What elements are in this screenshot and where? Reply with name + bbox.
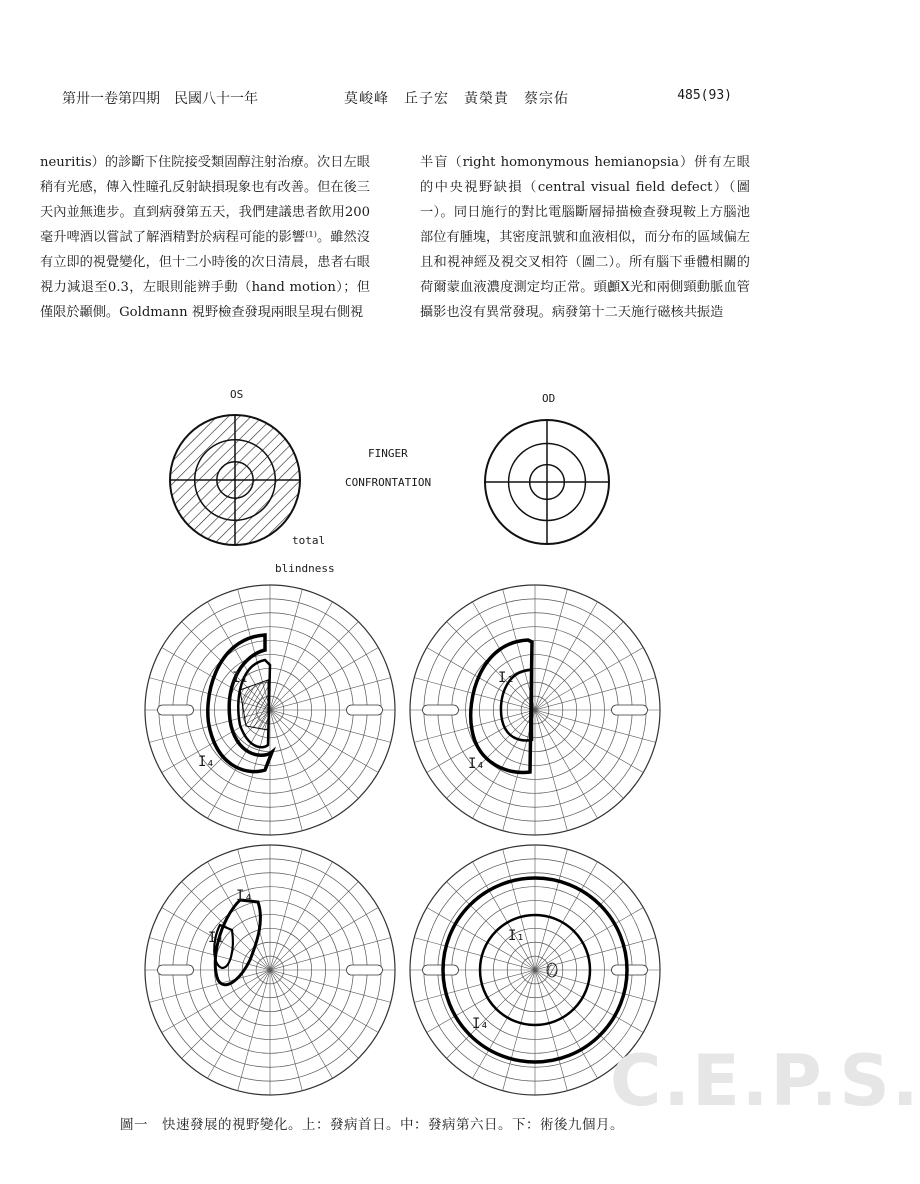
body-paragraph-left: neuritis）的診斷下住院接受類固醇注射治療。次日左眼稍有光感，傳入性瞳孔反射缺損現象也有改善。但在後三天內並無進步。直到病發第五天，我們建議患者飲用200毫升啤酒以嘗試了解酒精對於病程可能的影響⁽¹⁾。雖然沒有立即的視覺變化，但十二小時後的次日清晨，患者右眼視力減退至0.3，左眼則能辨手動（hand motion）；但僅限於顳側。Goldmann 視野檢查發現兩眼呈現右側視	[40, 155, 370, 320]
isopter-label-i4-bottom-right: I₄	[472, 1016, 489, 1032]
page-number: 485(93)	[677, 88, 732, 103]
visual-field-diagrams	[140, 380, 760, 1090]
mid-left-perimetry-right-tab	[347, 705, 383, 715]
isopter-label-i4-mid-left: I₄	[198, 754, 215, 770]
label-finger: FINGER	[368, 447, 408, 460]
isopter-label-i4-mid-right: I₄	[468, 756, 485, 772]
mid-left-scotoma	[240, 680, 268, 730]
isopter-label-i1-bottom-left: I₁	[208, 930, 225, 946]
bottom-right-perimetry-left-tab	[423, 965, 459, 975]
label-blindness: blindness	[275, 562, 335, 575]
mid-left-perimetry-left-tab	[158, 705, 194, 715]
label-os: OS	[230, 388, 244, 401]
isopter-label-i4-bottom-left: I₄	[236, 888, 253, 904]
figure-visual-fields	[140, 380, 760, 1090]
figure-caption: 圖一 快速發展的視野變化。上：發病首日。中：發病第六日。下：術後九個月。	[120, 1117, 624, 1133]
body-column-left	[40, 150, 370, 325]
running-header	[62, 88, 752, 112]
journal-volume: 第卅一卷第四期 民國八十一年	[62, 91, 258, 107]
mid-right-perimetry-right-tab	[612, 705, 648, 715]
isopter-label-i1-mid-left: I₁	[232, 670, 249, 686]
bottom-left-perimetry-left-tab	[158, 965, 194, 975]
isopter-label-i1-bottom-right: I₁	[508, 928, 525, 944]
mid-right-perimetry-left-tab	[423, 705, 459, 715]
watermark-logo: C.E.P.S.	[610, 1040, 920, 1122]
bottom-right-blind-spot	[547, 963, 557, 977]
label-od: OD	[542, 392, 556, 405]
bottom-left-perimetry-right-tab	[347, 965, 383, 975]
body-column-right	[420, 150, 750, 325]
bottom-right-perimetry-right-tab	[612, 965, 648, 975]
label-confrontation: CONFRONTATION	[345, 476, 432, 489]
isopter-label-i1-mid-right: I₁	[498, 670, 515, 686]
label-total: total	[292, 534, 326, 547]
body-paragraph-right: 半盲（right homonymous hemianopsia）併有左眼的中央視野缺損（central visual field defect）（圖一）。同日施行的對比電腦斷層掃描檢查發現鞍上方腦池部位有腫塊，其密度訊號和血液相似，而分布的區域偏左且和視神經及視交叉相符（圖二）。所有腦下垂體相關的荷爾蒙血液濃度測定均正常。頭顱X光和兩側頸動脈血管攝影也沒有異常發現。病發第十二天施行磁核共振造	[420, 155, 750, 320]
author-list: 莫峻峰 丘子宏 黃榮貴 蔡宗佑	[344, 91, 569, 107]
